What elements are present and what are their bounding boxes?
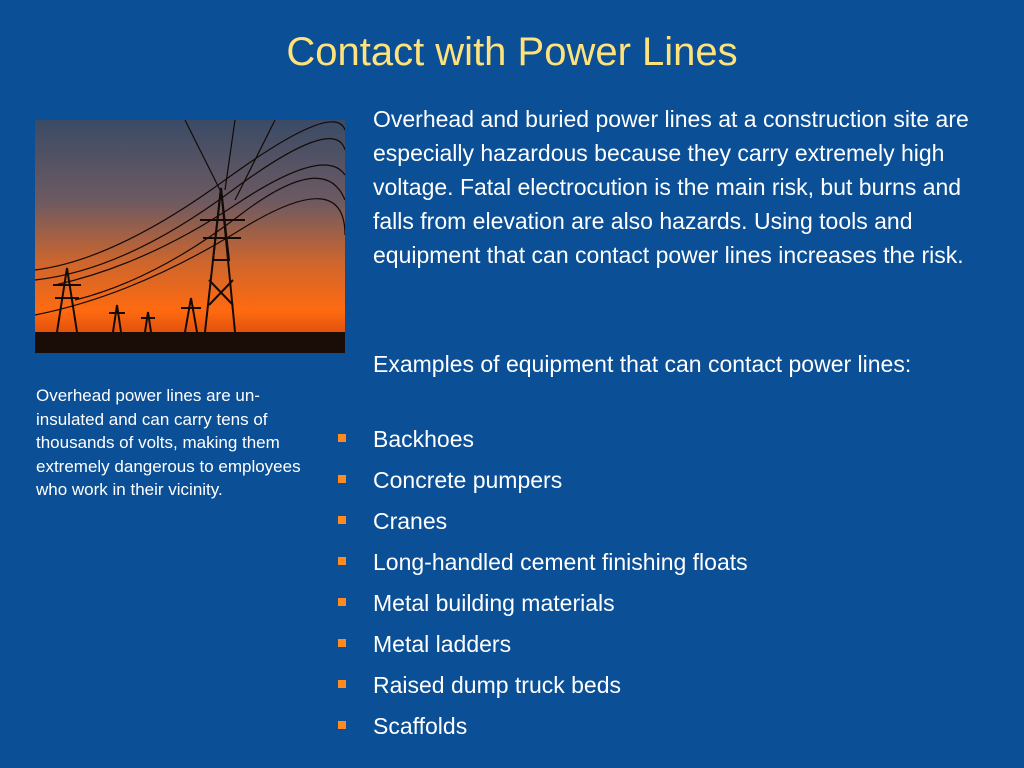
equipment-item-label: Metal ladders <box>373 631 512 657</box>
intro-paragraph: Overhead and buried power lines at a construction site are especially hazardous because they carry extremely high voltage. Fatal electrocution is the main risk, but burns and falls from elevation are also hazards. Using tools and equipment that can contact power lines increases the risk. <box>373 106 969 268</box>
bullet-square-icon <box>338 721 346 729</box>
list-item <box>336 706 748 747</box>
slide-title: Contact with Power Lines <box>286 30 738 74</box>
equipment-item-label: Concrete pumpers <box>373 467 563 493</box>
list-item <box>336 583 748 624</box>
bullet-square-icon <box>338 557 346 565</box>
list-item <box>336 419 748 460</box>
equipment-item-label: Backhoes <box>373 426 475 452</box>
bullet-square-icon <box>338 639 346 647</box>
list-item <box>336 665 748 706</box>
bullet-square-icon <box>338 516 346 524</box>
equipment-item-label: Long-handled cement finishing floats <box>373 549 748 575</box>
list-item <box>336 542 748 583</box>
list-item <box>336 501 748 542</box>
bullet-square-icon <box>338 475 346 483</box>
list-item <box>336 624 748 665</box>
bullet-square-icon <box>338 680 346 688</box>
equipment-item-label: Metal building materials <box>373 590 615 616</box>
bullet-square-icon <box>338 434 346 442</box>
power-lines-sunset-icon <box>35 120 345 353</box>
equipment-list <box>336 419 748 747</box>
list-item <box>336 460 748 501</box>
bullet-square-icon <box>338 598 346 606</box>
equipment-item-label: Cranes <box>373 508 448 534</box>
power-lines-photo <box>35 120 345 353</box>
equipment-item-label: Scaffolds <box>373 713 468 739</box>
examples-heading: Examples of equipment that can contact power lines: <box>373 351 912 377</box>
equipment-item-label: Raised dump truck beds <box>373 672 622 698</box>
photo-caption: Overhead power lines are un-insulated and can carry tens of thousands of volts, making them extremely dangerous to employees who work in their vicinity. <box>36 386 301 499</box>
